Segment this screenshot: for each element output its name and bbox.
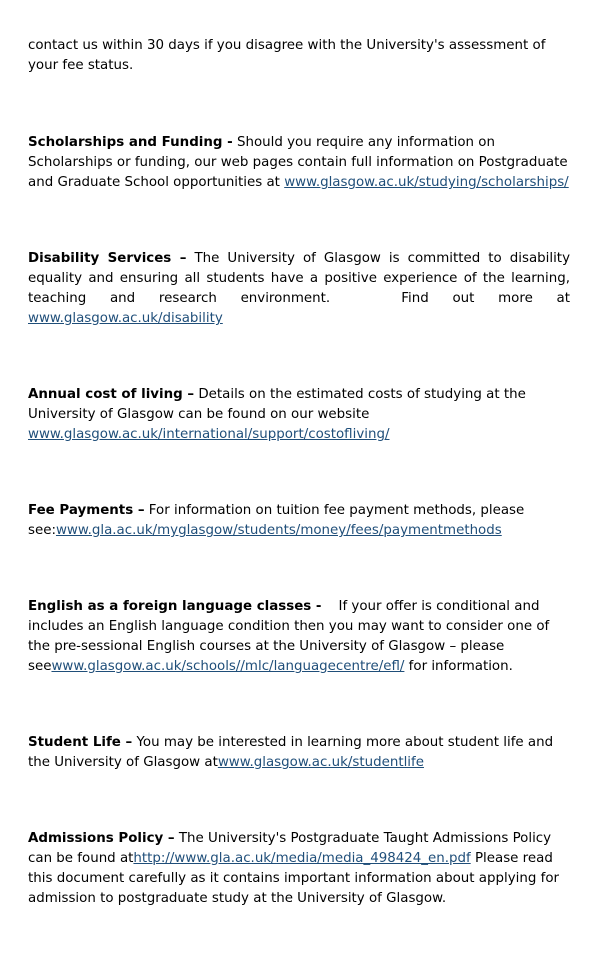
section-text: The University of Glasgow is committed to disability equality and ensuring all students have a positive experience of the learning, teaching and research environment. Find out more at: [28, 251, 570, 306]
admissions-policy-link[interactable]: http://www.gla.ac.uk/media/media_498424_en.pdf: [133, 851, 471, 866]
section-heading: English as a foreign language classes -: [28, 599, 322, 614]
section-student-life: [28, 733, 570, 773]
section-text: If your offer is conditional and includes an English language condition then you may want to consider one of the pre-sessional English courses at the University of Glasgow – please see: [28, 599, 550, 674]
section-heading: Scholarships and Funding -: [28, 135, 233, 150]
section-paragraph: [28, 501, 570, 541]
scholarships-link[interactable]: www.glasgow.ac.uk/studying/scholarships/: [284, 175, 569, 190]
section-scholarships: [28, 133, 570, 193]
section-cost-of-living: [28, 385, 570, 445]
document-page: [28, 36, 570, 909]
english-classes-link[interactable]: www.glasgow.ac.uk/schools//mlc/languagecentre/efl/: [51, 659, 405, 674]
section-paragraph: [28, 733, 570, 773]
section-paragraph: [28, 385, 570, 445]
section-text: The University's Postgraduate Taught Admissions Policy can be found at: [28, 831, 552, 866]
section-disability: [28, 249, 570, 329]
section-admissions-policy: [28, 829, 570, 909]
section-heading: Admissions Policy –: [28, 831, 175, 846]
section-text: Should you require any information on Scholarships or funding, our web pages contain full information on Postgraduate and Graduate School opportunities at: [28, 135, 568, 190]
cost-of-living-link[interactable]: www.glasgow.ac.uk/international/support/costofliving/: [28, 427, 390, 442]
intro-paragraph: contact us within 30 days if you disagree with the University's assessment of your fee status.: [28, 38, 546, 73]
section-fee-payments: [28, 501, 570, 541]
section-text-after: for information.: [404, 659, 513, 674]
section-heading: Disability Services –: [28, 251, 187, 266]
disability-link[interactable]: www.glasgow.ac.uk/disability: [28, 311, 223, 326]
student-life-link[interactable]: www.glasgow.ac.uk/studentlife: [217, 755, 424, 770]
section-heading: Student Life –: [28, 735, 133, 750]
section-paragraph: [28, 133, 570, 193]
section-paragraph: [28, 829, 570, 909]
section-heading: Annual cost of living –: [28, 387, 195, 402]
section-text: You may be interested in learning more about student life and the University of Glasgow at: [28, 735, 554, 770]
section-paragraph: [28, 249, 570, 329]
section-paragraph: [28, 597, 570, 677]
section-text: Details on the estimated costs of studying at the University of Glasgow can be found on our website: [28, 387, 526, 422]
section-text-after: Please read this document carefully as it contains important information about applying for admission to postgraduate study at the University of Glasgow.: [28, 851, 560, 906]
section-heading: Fee Payments –: [28, 503, 145, 518]
section-english-classes: [28, 597, 570, 677]
fee-payments-link[interactable]: www.gla.ac.uk/myglasgow/students/money/fees/paymentmethods: [55, 523, 502, 538]
section-text: For information on tuition fee payment methods, please see:: [28, 503, 525, 538]
